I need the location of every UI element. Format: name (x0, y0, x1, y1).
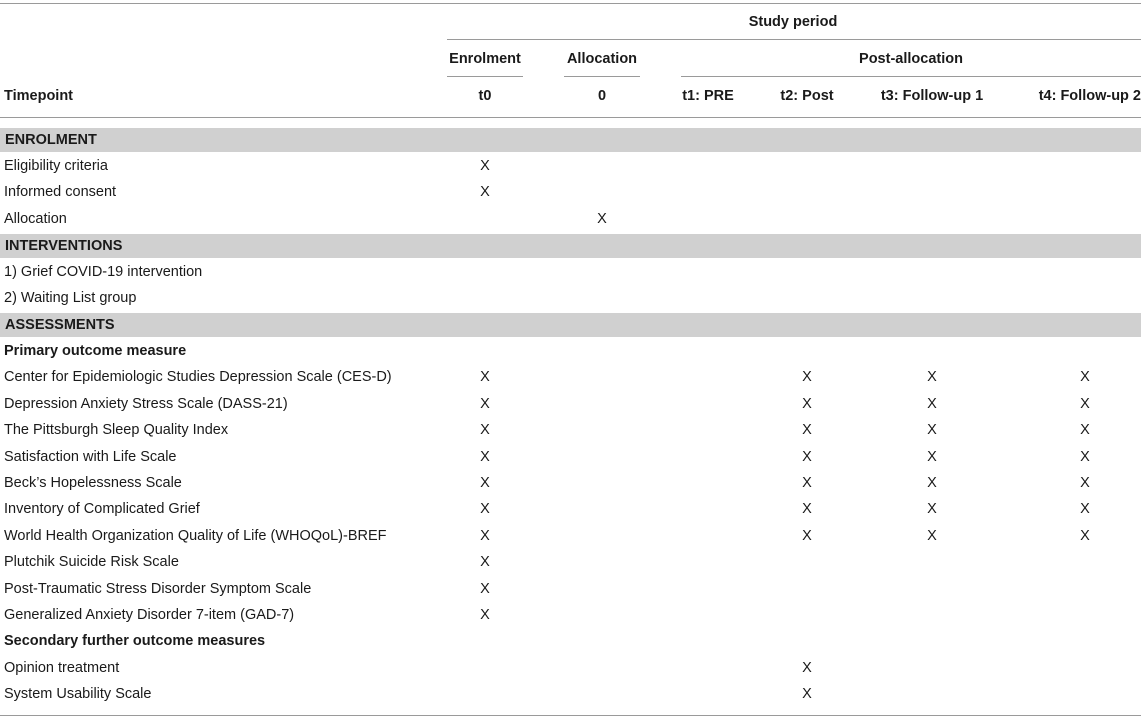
x-mark: X (927, 527, 937, 544)
x-mark: X (802, 501, 812, 518)
table-row (0, 444, 1141, 470)
column-header-t0: t0 (478, 88, 492, 104)
section-header-enrolment (0, 128, 1141, 152)
table-top-rule (0, 3, 1141, 4)
row-label: Satisfaction with Life Scale (4, 448, 177, 465)
x-mark: X (802, 475, 812, 491)
x-mark: X (480, 527, 490, 544)
section-title: INTERVENTIONS (5, 238, 123, 254)
table-row (0, 496, 1141, 522)
x-mark: X (802, 686, 812, 703)
x-mark: X (1080, 422, 1090, 439)
row-label: Opinion treatment (4, 659, 120, 676)
x-mark: X (927, 475, 937, 491)
row-label: World Health Organization Quality of Life (WHOQoL)-BREF (4, 527, 387, 544)
post-allocation-underline (681, 76, 1141, 77)
x-mark: X (1080, 369, 1090, 386)
row-label: The Pittsburgh Sleep Quality Index (4, 422, 229, 439)
table-row (0, 417, 1141, 443)
row-label: Post-Traumatic Stress Disorder Symptom Scale (4, 580, 312, 597)
study-period-header: Study period (748, 14, 838, 30)
x-mark: X (927, 422, 937, 439)
table-row (0, 153, 1141, 179)
x-mark: X (480, 184, 490, 201)
section-title: ASSESSMENTS (5, 317, 115, 333)
enrolment-underline (447, 76, 523, 77)
row-label: 1) Grief COVID-19 intervention (4, 264, 203, 280)
x-mark: X (480, 422, 490, 439)
x-mark: X (480, 607, 490, 623)
table-bottom-rule (0, 715, 1141, 716)
row-label: Beck’s Hopelessness Scale (4, 475, 182, 491)
allocation-header: Allocation (566, 51, 638, 67)
row-label: 2) Waiting List group (4, 290, 137, 307)
allocation-underline (564, 76, 640, 77)
section-header-interventions (0, 234, 1141, 258)
x-mark: X (480, 448, 490, 465)
x-mark: X (927, 369, 937, 386)
timepoint-header: Timepoint (4, 88, 74, 104)
x-mark: X (927, 448, 937, 465)
x-mark: X (480, 369, 490, 386)
subsection-row (0, 628, 1141, 654)
table-row (0, 523, 1141, 549)
study-period-underline (447, 39, 1141, 40)
column-header-t4: t4: Follow-up 2 (1038, 88, 1141, 104)
row-label: Secondary further outcome measures (4, 633, 266, 650)
row-label: Informed consent (4, 184, 117, 201)
x-mark: X (480, 580, 490, 597)
x-mark: X (802, 395, 812, 412)
table-row (0, 364, 1141, 390)
x-mark: X (1080, 448, 1090, 465)
x-mark: X (1080, 501, 1090, 518)
x-mark: X (1080, 475, 1090, 491)
x-mark: X (927, 501, 937, 518)
row-label: System Usability Scale (4, 686, 152, 703)
x-mark: X (480, 475, 490, 491)
section-title: ENROLMENT (5, 132, 97, 148)
table-row (0, 655, 1141, 681)
post-allocation-header: Post-allocation (859, 51, 963, 67)
x-mark: X (802, 422, 812, 439)
column-header-t1: t1: PRE (682, 88, 734, 104)
row-label: Plutchik Suicide Risk Scale (4, 554, 179, 571)
table-row (0, 470, 1141, 496)
x-mark: X (802, 448, 812, 465)
x-mark: X (480, 554, 490, 571)
x-mark: X (802, 659, 812, 676)
x-mark: X (597, 210, 607, 227)
row-label: Allocation (4, 210, 67, 227)
column-header-0: 0 (597, 88, 607, 104)
x-mark: X (802, 369, 812, 386)
x-mark: X (802, 527, 812, 544)
x-mark: X (480, 395, 490, 412)
table-row (0, 602, 1141, 628)
table-row (0, 391, 1141, 417)
section-header-assessments (0, 313, 1141, 337)
row-label: Primary outcome measure (4, 343, 187, 359)
table-row (0, 259, 1141, 285)
x-mark: X (480, 501, 490, 518)
x-mark: X (927, 395, 937, 412)
row-label: Generalized Anxiety Disorder 7-item (GAD-7) (4, 607, 295, 623)
x-mark: X (1080, 527, 1090, 544)
table-row (0, 576, 1141, 602)
column-header-t3: t3: Follow-up 1 (880, 88, 984, 104)
x-mark: X (1080, 395, 1090, 412)
enrolment-header: Enrolment (449, 51, 521, 67)
row-label: Inventory of Complicated Grief (4, 501, 200, 518)
x-mark: X (480, 158, 490, 174)
table-row (0, 549, 1141, 575)
subsection-row (0, 338, 1141, 364)
table-row (0, 179, 1141, 205)
header-bottom-rule (0, 117, 1141, 118)
table-row (0, 285, 1141, 311)
table-row (0, 681, 1141, 707)
table-row (0, 206, 1141, 232)
row-label: Depression Anxiety Stress Scale (DASS-21) (4, 395, 288, 412)
row-label: Center for Epidemiologic Studies Depression Scale (CES-D) (4, 369, 392, 386)
column-header-t2: t2: Post (780, 88, 834, 104)
row-label: Eligibility criteria (4, 158, 108, 174)
